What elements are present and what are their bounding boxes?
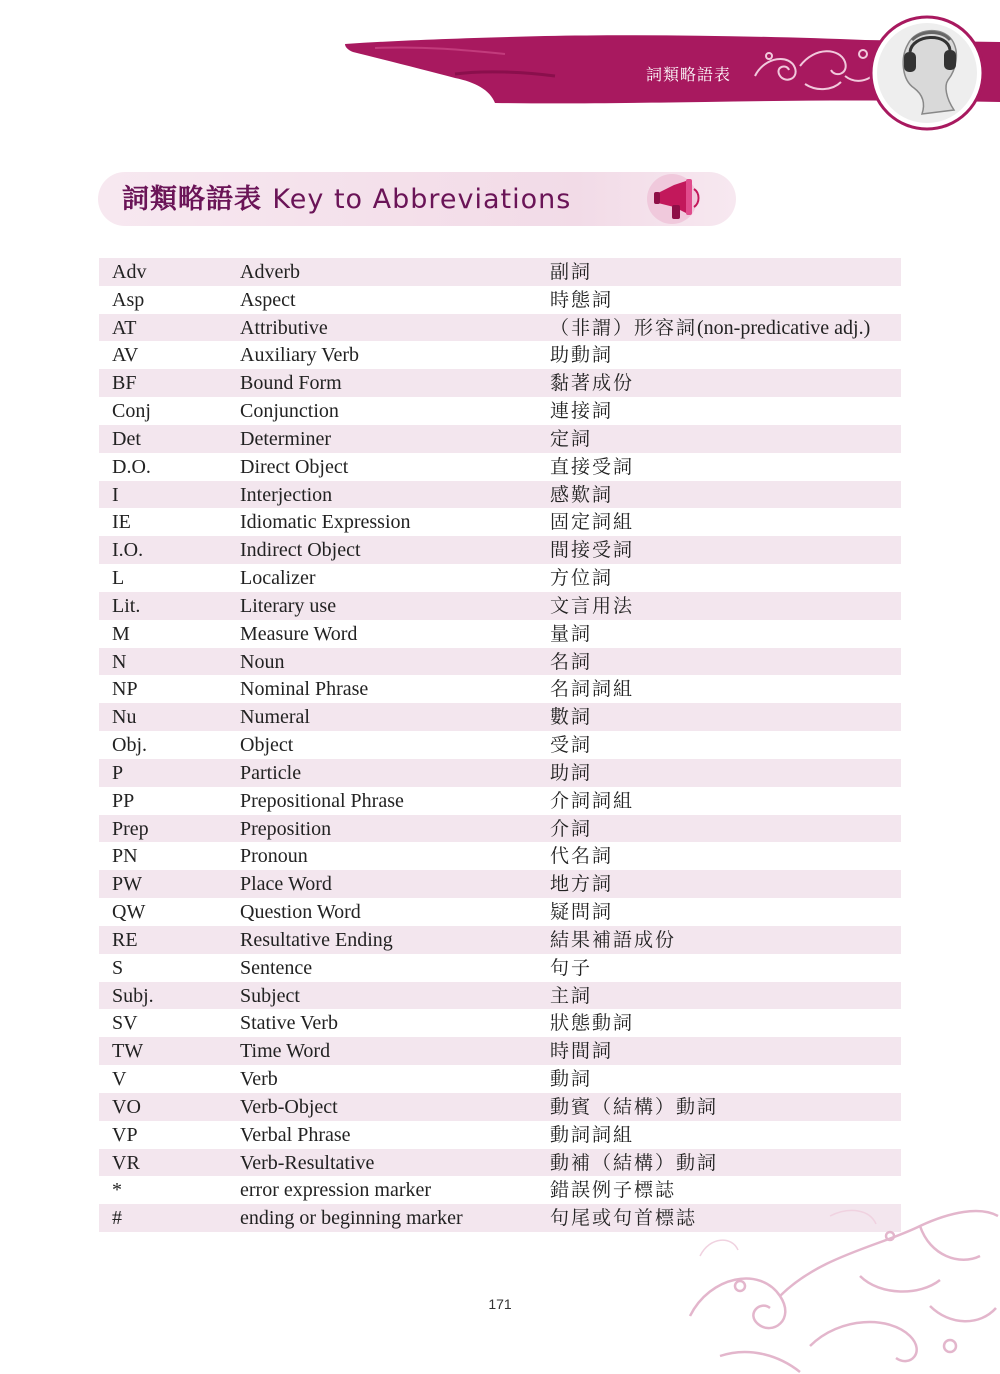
chinese-term-cell xyxy=(550,787,901,815)
table-row xyxy=(99,620,901,648)
english-term-cell: Subject xyxy=(240,984,300,1007)
abbreviation-cell: Asp xyxy=(112,288,145,311)
chinese-term-text: 句尾或句首標誌 xyxy=(550,1207,698,1230)
chinese-term-text: 代名詞 xyxy=(550,845,614,868)
chinese-term-text: 結果補語成份 xyxy=(550,928,677,951)
abbreviation-cell: NP xyxy=(112,678,138,701)
english-term-cell: Place Word xyxy=(240,873,332,896)
chinese-term-text: （非謂）形容詞 xyxy=(550,316,698,339)
english-term-cell: Verbal Phrase xyxy=(240,1123,351,1146)
table-row xyxy=(99,425,901,453)
abbreviation-cell: I xyxy=(112,483,119,506)
chinese-term-cell xyxy=(550,1065,901,1093)
table-row xyxy=(99,286,901,314)
english-term-cell: Nominal Phrase xyxy=(240,678,369,701)
abbreviation-cell: S xyxy=(112,956,124,979)
chinese-term-cell xyxy=(550,1093,901,1121)
abbreviation-cell: AT xyxy=(112,316,137,339)
table-row xyxy=(99,536,901,564)
english-term-cell: Question Word xyxy=(240,901,361,924)
english-term-cell: Object xyxy=(240,734,294,757)
chinese-term-cell xyxy=(550,620,901,648)
chinese-term-text: 助詞 xyxy=(550,761,593,784)
english-term-cell: Determiner xyxy=(240,427,332,450)
chinese-term-text: 動補（結構）動詞 xyxy=(550,1151,719,1174)
english-term-cell: Preposition xyxy=(240,817,332,840)
abbreviation-cell: VO xyxy=(112,1095,141,1118)
english-term-cell: Direct Object xyxy=(240,455,349,478)
english-term-cell: Resultative Ending xyxy=(240,928,393,951)
table-row xyxy=(99,954,901,982)
table-row xyxy=(99,1149,901,1177)
table-row xyxy=(99,648,901,676)
abbreviation-cell: VP xyxy=(112,1123,138,1146)
abbreviation-cell: L xyxy=(112,567,125,590)
megaphone-icon xyxy=(646,173,706,225)
table-row xyxy=(99,1093,901,1121)
table-row xyxy=(99,703,901,731)
corner-flourish-ornament xyxy=(680,1196,1000,1374)
abbreviation-cell: N xyxy=(112,650,127,673)
chinese-term-cell xyxy=(550,453,901,481)
table-row xyxy=(99,870,901,898)
chinese-term-cell xyxy=(550,675,901,703)
abbreviation-cell: BF xyxy=(112,372,137,395)
chinese-term-cell xyxy=(550,815,901,843)
abbreviation-cell: Obj. xyxy=(112,734,147,757)
abbreviation-cell: QW xyxy=(112,901,146,924)
chinese-term-text: 方位詞 xyxy=(550,567,614,590)
chinese-term-text: 感歎詞 xyxy=(550,483,614,506)
chinese-term-text: 定詞 xyxy=(550,427,593,450)
chinese-term-text: 動賓（結構）動詞 xyxy=(550,1095,719,1118)
table-row xyxy=(99,675,901,703)
chinese-term-text: 介詞詞組 xyxy=(550,789,635,812)
abbreviation-cell: TW xyxy=(112,1040,144,1063)
english-term-cell: Stative Verb xyxy=(240,1012,338,1035)
running-header-title: 詞類略語表 xyxy=(646,65,732,84)
table-row xyxy=(99,1121,901,1149)
english-term-cell: Verb-Resultative xyxy=(240,1151,375,1174)
header-flourish-ornament xyxy=(745,36,885,98)
chinese-term-cell xyxy=(550,759,901,787)
english-term-cell: Time Word xyxy=(240,1040,331,1063)
abbreviation-cell: Prep xyxy=(112,817,149,840)
abbreviation-cell: Subj. xyxy=(112,984,154,1007)
chinese-term-cell xyxy=(550,731,901,759)
chinese-term-text: 疑問詞 xyxy=(550,901,614,924)
chinese-term-cell xyxy=(550,508,901,536)
abbreviation-cell: * xyxy=(112,1179,122,1202)
abbreviation-cell: PW xyxy=(112,873,142,896)
chinese-term-cell xyxy=(550,341,901,369)
chinese-term-text: 錯誤例子標誌 xyxy=(550,1179,677,1202)
title-banner xyxy=(98,172,736,226)
chinese-term-cell xyxy=(550,870,901,898)
abbreviation-cell: Nu xyxy=(112,706,137,729)
table-row xyxy=(99,341,901,369)
abbreviation-cell: Adv xyxy=(112,261,147,283)
table-row xyxy=(99,815,901,843)
english-term-cell: Particle xyxy=(240,761,302,784)
english-term-cell: Sentence xyxy=(240,956,313,979)
table-row xyxy=(99,731,901,759)
chinese-term-text: 狀態動詞 xyxy=(550,1012,635,1035)
english-term-cell: Prepositional Phrase xyxy=(240,789,404,812)
chinese-term-text: 黏著成份 xyxy=(550,372,635,395)
english-term-cell: Interjection xyxy=(240,483,333,506)
english-term-cell: Literary use xyxy=(240,594,337,617)
table-row xyxy=(99,592,901,620)
english-term-cell: Aspect xyxy=(240,288,296,311)
chinese-term-text: 間接受詞 xyxy=(550,539,635,562)
chinese-term-text: 句子 xyxy=(550,956,593,979)
chinese-term-text: 連接詞 xyxy=(550,400,614,423)
english-term-cell: Indirect Object xyxy=(240,539,361,562)
chinese-term-text: 介詞 xyxy=(550,817,593,840)
abbreviation-cell: RE xyxy=(112,928,138,951)
term-note: (non-predicative adj.) xyxy=(697,316,871,339)
abbreviation-cell: SV xyxy=(112,1012,138,1035)
english-term-cell: Verb xyxy=(240,1068,278,1091)
chinese-term-text: 動詞 xyxy=(550,1068,593,1091)
chinese-term-cell xyxy=(550,1037,901,1065)
english-term-cell: Bound Form xyxy=(240,372,342,395)
chinese-term-cell xyxy=(550,1121,901,1149)
abbreviation-table xyxy=(99,258,901,1232)
abbreviation-cell: V xyxy=(112,1068,127,1091)
table-row xyxy=(99,926,901,954)
chinese-term-cell xyxy=(550,982,901,1010)
chinese-term-text: 時間詞 xyxy=(550,1040,614,1063)
table-row xyxy=(99,898,901,926)
chinese-term-text: 地方詞 xyxy=(550,873,614,896)
table-row xyxy=(99,759,901,787)
chinese-term-cell xyxy=(550,1009,901,1037)
abbreviation-cell: D.O. xyxy=(112,455,151,478)
chinese-term-text: 直接受詞 xyxy=(550,455,635,478)
abbreviation-cell: P xyxy=(112,761,124,784)
abbreviation-cell: PP xyxy=(112,789,135,812)
abbreviation-cell: Lit. xyxy=(112,594,141,617)
banner-title xyxy=(122,180,571,220)
english-term-cell: Measure Word xyxy=(240,622,358,645)
table-row xyxy=(99,369,901,397)
table-row xyxy=(99,508,901,536)
chinese-term-cell xyxy=(550,369,901,397)
table-row xyxy=(99,314,901,342)
abbreviation-cell: AV xyxy=(112,344,139,367)
table-row xyxy=(99,397,901,425)
table-row xyxy=(99,453,901,481)
table-row xyxy=(99,842,901,870)
abbreviation-cell: PN xyxy=(112,845,138,868)
table-row xyxy=(99,564,901,592)
chinese-term-cell xyxy=(550,898,901,926)
chinese-term-text: 副詞 xyxy=(550,261,593,283)
english-term-cell: Idiomatic Expression xyxy=(240,511,411,534)
chinese-term-text: 量詞 xyxy=(550,622,593,645)
chinese-term-cell xyxy=(550,425,901,453)
abbreviation-cell: Det xyxy=(112,427,141,450)
chinese-term-cell xyxy=(550,842,901,870)
chinese-term-text: 助動詞 xyxy=(550,344,614,367)
chinese-term-cell xyxy=(550,314,901,342)
chinese-term-text: 主詞 xyxy=(550,984,593,1007)
chinese-term-cell xyxy=(550,926,901,954)
chinese-term-cell xyxy=(550,954,901,982)
table-row xyxy=(99,982,901,1010)
chinese-term-cell xyxy=(550,536,901,564)
chinese-term-cell xyxy=(550,648,901,676)
chinese-term-cell xyxy=(550,564,901,592)
chinese-term-text: 文言用法 xyxy=(550,594,635,617)
abbreviation-cell: # xyxy=(112,1207,122,1230)
chinese-term-text: 名詞詞組 xyxy=(550,678,635,701)
abbreviation-cell: VR xyxy=(112,1151,140,1174)
english-term-cell: ending or beginning marker xyxy=(240,1207,463,1230)
chinese-term-text: 動詞詞組 xyxy=(550,1123,635,1146)
chinese-term-text: 受詞 xyxy=(550,734,593,757)
english-term-cell: Adverb xyxy=(240,261,300,283)
english-term-cell: Noun xyxy=(240,650,285,673)
chinese-term-cell xyxy=(550,703,901,731)
table-row xyxy=(99,481,901,509)
english-term-cell: Pronoun xyxy=(240,845,308,868)
abbreviation-cell: IE xyxy=(112,511,131,534)
table-row xyxy=(99,787,901,815)
abbreviation-cell: M xyxy=(112,622,130,645)
chinese-term-cell xyxy=(550,397,901,425)
banner-title-chinese: 詞類略語表 xyxy=(122,184,262,215)
english-term-cell: Conjunction xyxy=(240,400,339,423)
table-row xyxy=(99,258,901,286)
english-term-cell: Localizer xyxy=(240,567,316,590)
chinese-term-cell xyxy=(550,1149,901,1177)
chinese-term-cell xyxy=(550,481,901,509)
table-row xyxy=(99,1037,901,1065)
abbreviation-cell: Conj xyxy=(112,400,151,423)
table-row xyxy=(99,1065,901,1093)
chinese-term-cell xyxy=(550,286,901,314)
table-row xyxy=(99,1009,901,1037)
english-term-cell: Verb-Object xyxy=(240,1095,338,1118)
english-term-cell: Attributive xyxy=(240,316,328,339)
statue-with-headphones-portrait xyxy=(868,14,986,132)
chinese-term-cell xyxy=(550,258,901,286)
abbreviation-cell: I.O. xyxy=(112,539,144,562)
chinese-term-text: 固定詞組 xyxy=(550,511,635,534)
english-term-cell: Numeral xyxy=(240,706,310,729)
english-term-cell: Auxiliary Verb xyxy=(240,344,360,367)
banner-title-english: Key to Abbreviations xyxy=(272,184,572,215)
english-term-cell: error expression marker xyxy=(240,1179,432,1202)
chinese-term-cell xyxy=(550,592,901,620)
chinese-term-text: 名詞 xyxy=(550,650,593,673)
page-number: 171 xyxy=(488,1296,512,1312)
chinese-term-text: 時態詞 xyxy=(550,288,614,311)
chinese-term-text: 數詞 xyxy=(550,706,593,729)
